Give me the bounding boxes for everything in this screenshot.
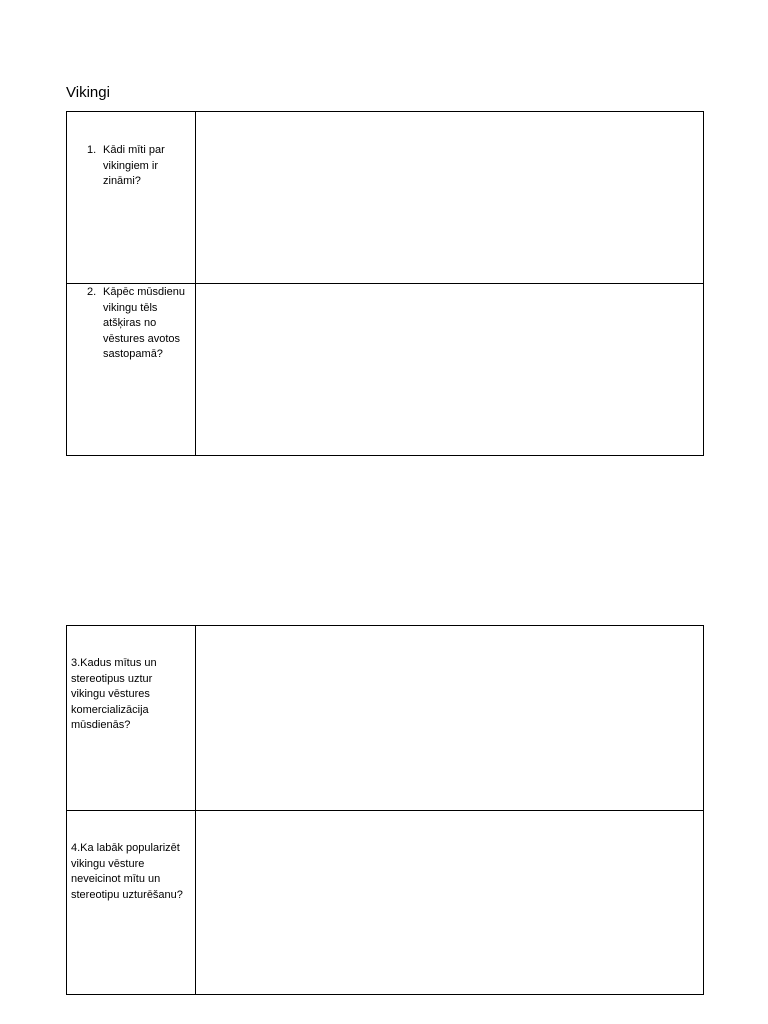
question-cell xyxy=(67,284,196,456)
answer-cell[interactable] xyxy=(196,626,704,811)
question-cell xyxy=(67,811,196,995)
question-table-2 xyxy=(66,625,704,995)
document-title: Vikingi xyxy=(66,84,110,101)
answer-cell[interactable] xyxy=(196,112,704,284)
question-table-1 xyxy=(66,111,704,456)
question-text: 4.Ka labāk popularizēt vikingu vēsture neveicinot mītu un stereotipu uzturēšanu? xyxy=(71,842,183,901)
table-row xyxy=(67,112,704,284)
table-row xyxy=(67,626,704,811)
question-cell xyxy=(67,112,196,284)
answer-cell[interactable] xyxy=(196,284,704,456)
question-text: Kāpēc mūsdienu vikingu tēls atšķiras no vēstures avotos sastopamā? xyxy=(103,286,185,360)
answer-cell[interactable] xyxy=(196,811,704,995)
question-number: 2. xyxy=(87,286,97,298)
table-row xyxy=(67,284,704,456)
question-text: Kādi mīti par vikingiem ir zināmi? xyxy=(103,144,165,187)
table-row xyxy=(67,811,704,995)
question-text: 3.Kadus mītus un stereotipus uztur vikingu vēstures komercializācija mūsdienās? xyxy=(71,657,157,731)
question-cell xyxy=(67,626,196,811)
question-number: 1. xyxy=(87,144,97,156)
